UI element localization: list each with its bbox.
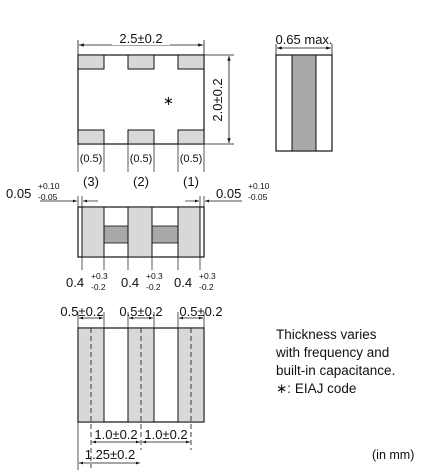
front-view [6,181,270,292]
left-offset-base: 0.05 [6,186,32,201]
terminal-width-sup: +0.3 [146,271,163,281]
left-offset-sup: +0.10 [38,181,60,191]
width-label: 2.5±0.2 [119,31,163,46]
note-line: ∗: EIAJ code [276,381,357,396]
pad-width-label: (0.5) [79,153,103,165]
pad-width-label: (0.5) [179,153,203,165]
electrode-width-label: 0.5±0.2 [119,304,163,319]
terminal-width-sup: +0.3 [199,271,216,281]
right-offset-sub: -0.05 [248,192,268,202]
front-view-element [152,226,178,243]
note-line: built-in capacitance. [276,363,396,378]
right-offset-base: 0.05 [216,186,242,201]
terminal-number: (2) [133,174,149,189]
unit-label: (in mm) [372,448,415,462]
terminal-width-sub: -0.2 [91,282,106,292]
top-pad [178,55,204,69]
terminal-width-sub: -0.2 [146,282,161,292]
terminal-width-base: 0.4 [121,275,140,290]
left-offset-sub: -0.05 [38,192,58,202]
front-terminal [128,207,152,257]
terminal-number: (3) [83,174,99,189]
terminal-width-base: 0.4 [174,275,193,290]
front-terminal [178,207,200,257]
right-offset-sup: +0.10 [248,181,270,191]
top-pad [128,55,154,69]
offset-label: 1.25±0.2 [84,447,136,462]
terminal-width-sub: -0.2 [199,282,214,292]
bottom-view [60,304,222,470]
eiaj-mark: ∗ [163,93,174,108]
top-pad [78,55,104,69]
bottom-electrode [128,328,154,422]
terminal-width-base: 0.4 [66,275,85,290]
side-view-element [292,55,316,151]
terminal-number: (1) [183,174,199,189]
note-line: Thickness varies [276,327,377,342]
height-label: 2.0±0.2 [210,78,225,122]
pitch-label: 1.0±0.2 [144,427,188,442]
side-view [275,32,332,151]
front-terminal [82,207,104,257]
notes [276,326,444,398]
electrode-width-label: 0.5±0.2 [179,304,223,319]
pitch-label: 1.0±0.2 [94,427,138,442]
front-view-element [104,226,128,243]
bottom-pad [178,130,204,144]
bottom-electrode [178,328,204,422]
electrode-width-label: 0.5±0.2 [60,304,104,319]
top-view [78,31,234,189]
terminal-width-sup: +0.3 [91,271,108,281]
bottom-pad [128,130,154,144]
thickness-label: 0.65 max. [275,32,333,47]
pad-width-label: (0.5) [129,153,153,165]
bottom-pad [78,130,104,144]
note-line: with frequency and [276,345,390,360]
bottom-electrode [78,328,104,422]
